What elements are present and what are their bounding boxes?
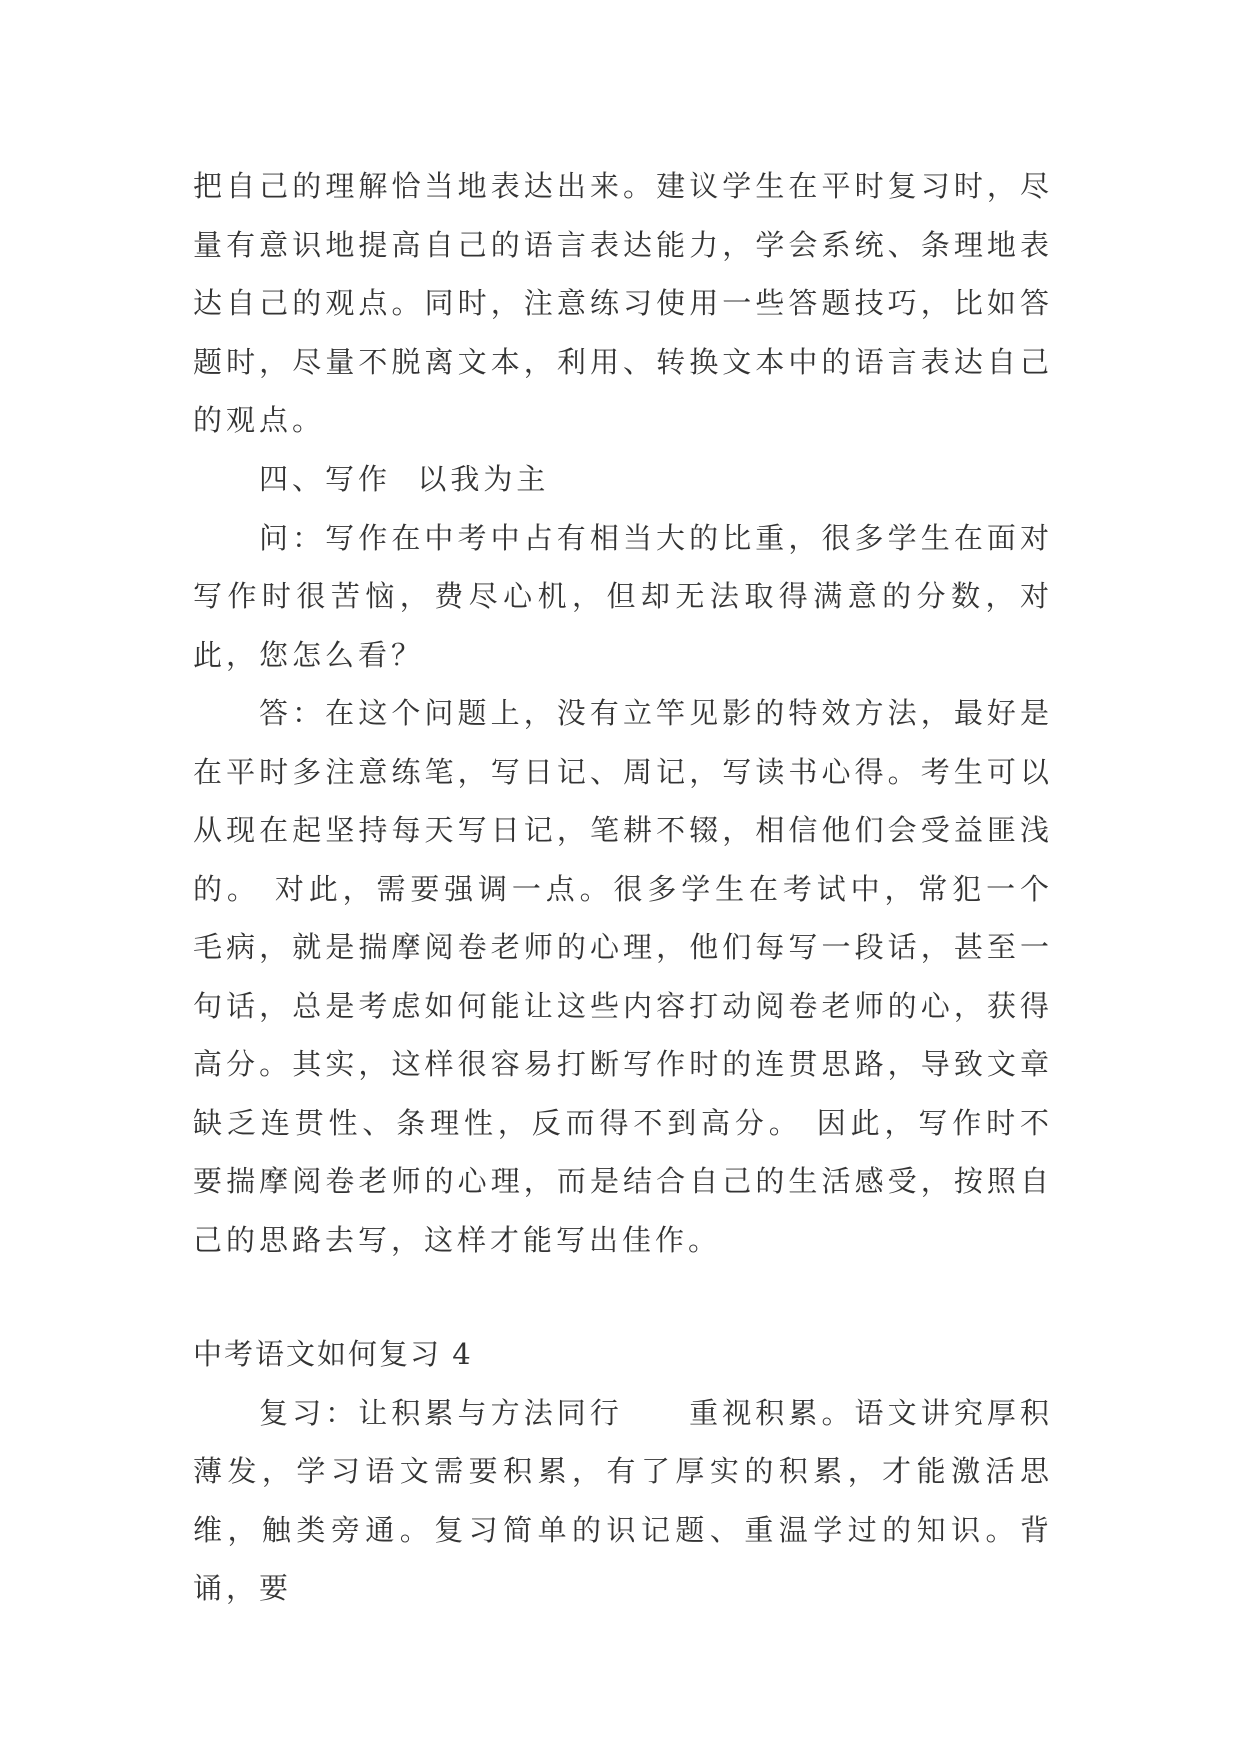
section-heading: 四、写作 以我为主 <box>259 462 550 496</box>
answer-paragraph: 答：在这个问题上，没有立竿见影的特效方法，最好是在平时多注意练笔，写日记、周记，写读书心得。考生可以从现在起坚持每天写日记，笔耕不辍，相信他们会受益匪浅的。 对此，需要强调一点。很多学生在考试中，常犯一个毛病，就是揣摩阅卷老师的心理，他们每写一段话，甚至一句话，总是考虑如何能让这些内容打动阅卷老师的心，获得高分。其实，这样很容易打断写作时的连贯思路，导致文章缺乏连贯性、条理性，反而得不到高分。 因此，写作时不要揣摩阅卷老师的心理，而是结合自己的生活感受，按照自己的思路去写，这样才能写出佳作。 <box>193 696 1053 1257</box>
text-block-continuation <box>193 157 1053 450</box>
paragraph: 复习：让积累与方法同行 重视积累。语文讲究厚积薄发，学习语文需要积累，有了厚实的积累，才能激活思维，触类旁通。复习简单的识记题、重温学过的知识。背诵，要 <box>193 1395 1053 1605</box>
paragraph: 把自己的理解恰当地表达出来。建议学生在平时复习时，尽量有意识地提高自己的语言表达能力，学会系统、条理地表达自己的观点。同时，注意练习使用一些答题技巧，比如答题时，尽量不脱离文本，利用、转换文本中的语言表达自己的观点。 <box>193 169 1053 437</box>
text-block-review-4 <box>193 1325 1053 1618</box>
section-title: 中考语文如何复习 4 <box>193 1337 473 1371</box>
question-paragraph: 问：写作在中考中占有相当大的比重，很多学生在面对写作时很苦恼，费尽心机，但却无法取得满意的分数，对此，您怎么看？ <box>193 520 1053 672</box>
text-block-writing-section <box>193 450 1053 1269</box>
